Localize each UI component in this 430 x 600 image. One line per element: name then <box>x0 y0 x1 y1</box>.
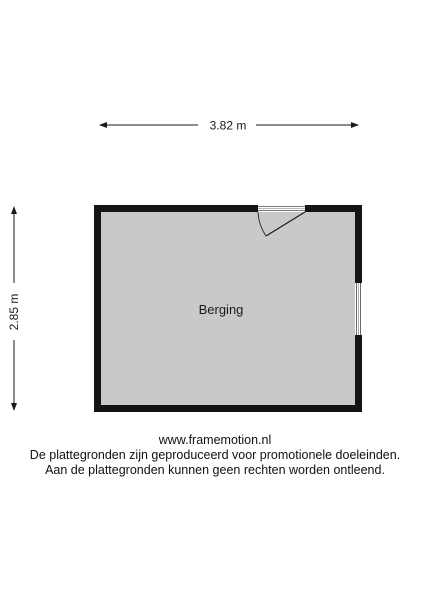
website-link[interactable]: www.framemotion.nl <box>158 433 272 447</box>
door-jamb-right <box>305 205 309 212</box>
footer <box>0 433 430 478</box>
window <box>355 282 362 336</box>
room-berging <box>94 205 362 412</box>
height-dimension <box>7 207 21 410</box>
room-label: Berging <box>198 302 244 317</box>
door-jamb-left <box>254 205 258 212</box>
disclaimer-line-1: De plattegronden zijn geproduceerd voor promotionele doeleinden. <box>29 448 401 462</box>
disclaimer-line-2: Aan de plattegronden kunnen geen rechten worden ontleend. <box>45 463 385 477</box>
height-dimension-label: 2.85 m <box>7 293 21 331</box>
width-dimension <box>100 119 358 133</box>
width-dimension-label: 3.82 m <box>209 118 247 133</box>
